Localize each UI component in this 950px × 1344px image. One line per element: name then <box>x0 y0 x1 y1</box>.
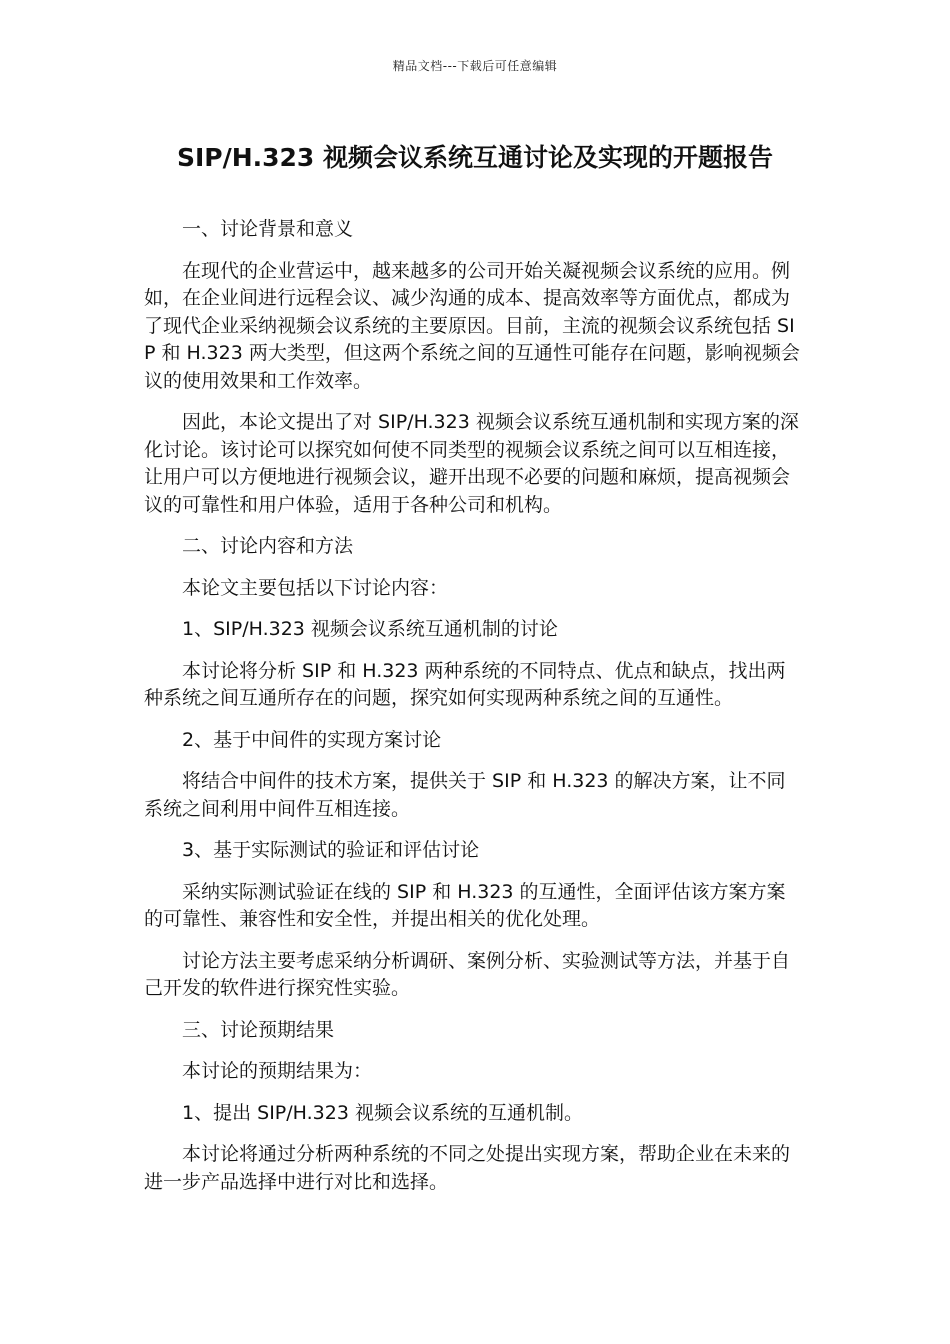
subheading-expected-mechanism: 1、提出 SIP/H.323 视频会议系统的互通机制。 <box>182 1101 583 1124</box>
section-heading-expected-results: 三、讨论预期结果 <box>182 1018 335 1041</box>
paragraph-expected-intro: 本讨论的预期结果为： <box>182 1060 373 1082</box>
subheading-interworking-mechanism: 1、SIP/H.323 视频会议系统互通机制的讨论 <box>182 618 558 640</box>
section-heading-content-method: 二、讨论内容和方法 <box>182 535 354 557</box>
paragraph-expected-mechanism: 本讨论将通过分析两种系统的不同之处提出实现方案，帮助企业在未来的进一步产品选择中进行对比和选择。 <box>144 1143 791 1193</box>
document-body <box>144 216 804 1210</box>
paragraph-purpose: 因此，本论文提出了对 SIP/H.323 视频会议系统互通机制和实现方案的深化讨论。该讨论可以探究如何使不同类型的视频会议系统之间可以互相连接，让用户可以方便地进行视频会议，避开出现不必要的问题和麻烦，提高视频会议的可靠性和用户体验，适用于各种公司和机构。 <box>144 411 799 516</box>
document-title: SIP/H.323 视频会议系统互通讨论及实现的开题报告 <box>176 143 774 172</box>
paragraph-interworking-mechanism: 本讨论将分析 SIP 和 H.323 两种系统的不同特点、优点和缺点，找出两种系统之间互通所存在的问题，探究如何实现两种系统之间的互通性。 <box>144 659 786 709</box>
paragraph-background: 在现代的企业营运中，越来越多的公司开始关凝视频会议系统的应用。例如，在企业间进行远程会议、减少沟通的成本、提高效率等方面优点，都成为了现代企业采纳视频会议系统的主要原因。目前，主流的视频会议系统包括 SIP 和 H.323 两大类型，但这两个系统之间的互通性可能存在问题，影响视频会议的使用效果和工作效率。 <box>144 259 800 392</box>
subheading-testing: 3、基于实际测试的验证和评估讨论 <box>182 839 480 861</box>
subheading-middleware: 2、基于中间件的实现方案讨论 <box>182 728 442 751</box>
paragraph-methods: 讨论方法主要考虑采纳分析调研、案例分析、实验测试等方法，并基于自己开发的软件进行探究性实验。 <box>144 949 791 999</box>
paragraph-content-intro: 本论文主要包括以下讨论内容： <box>182 576 449 599</box>
paragraph-testing: 采纳实际测试验证在线的 SIP 和 H.323 的互通性，全面评估该方案方案的可靠性、兼容性和安全性，并提出相关的优化处理。 <box>144 880 786 930</box>
section-heading-background: 一、讨论背景和意义 <box>182 218 354 240</box>
paragraph-middleware: 将结合中间件的技术方案，提供关于 SIP 和 H.323 的解决方案，让不同系统之间利用中间件互相连接。 <box>144 770 786 820</box>
header-note: 精品文档---下载后可任意编辑 <box>392 59 558 73</box>
